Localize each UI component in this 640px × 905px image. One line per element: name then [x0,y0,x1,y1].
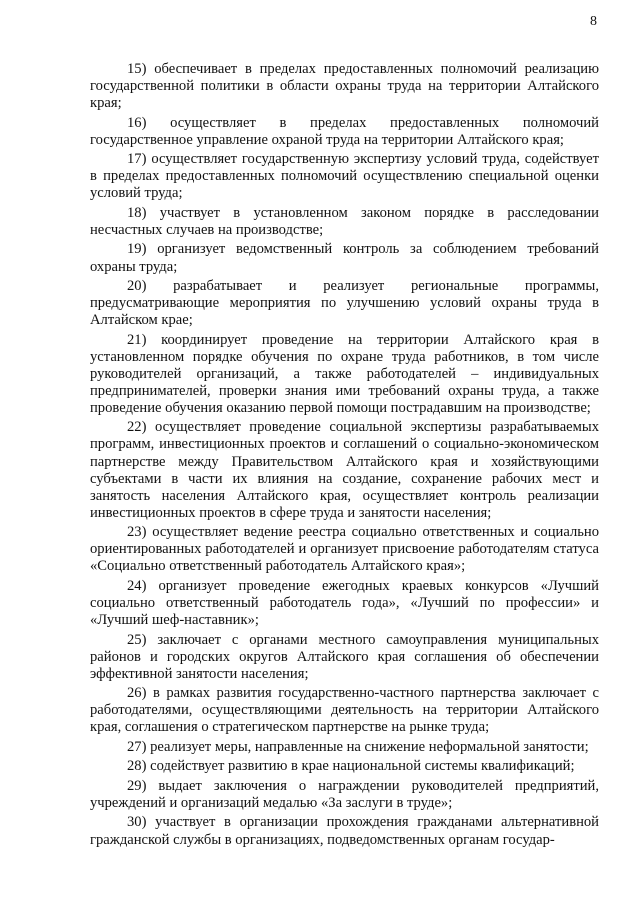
paragraph-item-27: 27) реализует меры, направленные на снижение неформальной занятости; [127,738,589,755]
paragraph-item-15: 15) обеспечивает в пределах предоставленных полномочий реализацию государственной политики в области охраны труда на территории Алтайского края; [90,61,599,112]
paragraph-item-26: 26) в рамках развития государственно-частного партнерства заключает с работодателями, осуществляющими деятельность на территории Алтайского края, соглашения о стратегическом партнерстве на рынке труда; [90,685,599,736]
paragraph-item-30: 30) участвует в организации прохождения гражданами альтернативной гражданской службы в организациях, подведомственных органам государ- [90,814,599,848]
paragraph-item-17: 17) осуществляет государственную экспертизу условий труда, содействует в пределах предоставленных полномочий осуществлению специальной оценки условий труда; [90,151,599,202]
paragraph-item-16: 16) осуществляет в пределах предоставленных полномочий государственное управление охраной труда на территории Алтайского края; [90,114,599,148]
paragraph-item-24: 24) организует проведение ежегодных краевых конкурсов «Лучший социально ответственный работодатель года», «Лучший по профессии» и «Лучший шеф-наставник»; [90,577,599,628]
document-body [90,61,599,851]
paragraph-item-25: 25) заключает с органами местного самоуправления муниципальных районов и городских округов Алтайского края соглашения об обеспечении эффективной занятости населения; [90,631,599,682]
paragraph-item-23: 23) осуществляет ведение реестра социально ответственных и социально ориентированных работодателей и организует присвоение работодателям статуса «Социально ответственный работодатель Алтайского края»; [90,524,599,575]
paragraph-item-22: 22) осуществляет проведение социальной экспертизы разрабатываемых программ, инвестиционных проектов и соглашений о социально-экономическом партнерстве между Правительством Алтайского края и хозяйствующими субъектами в части их влияния на создание, сохранение рабочих мест и занятость населения Алтайского края, осуществляет контроль реализации инвестиционных проектов в сфере труда и занятости населения; [90,419,599,521]
paragraph-item-18: 18) участвует в установленном законом порядке в расследовании несчастных случаев на производстве; [90,204,599,238]
page-number: 8 [590,14,597,29]
paragraph-item-29: 29) выдает заключения о награждении руководителей предприятий, учреждений и организаций медалью «За заслуги в труде»; [90,777,599,811]
paragraph-item-20: 20) разрабатывает и реализует региональные программы, предусматривающие мероприятия по улучшению условий охраны труда в Алтайском крае; [90,278,599,329]
paragraph-item-28: 28) содействует развитию в крае национальной системы квалификаций; [127,758,575,775]
paragraph-item-21: 21) координирует проведение на территории Алтайского края в установленном порядке обучения по охране труда работников, в том числе руководителей организаций, а также работодателей – индивидуальных предпринимателей, проверки знания ими требований охраны труда, а также проведение обучения оказанию первой помощи пострадавшим на производстве; [90,331,599,416]
paragraph-item-19: 19) организует ведомственный контроль за соблюдением требований охраны труда; [90,241,599,275]
